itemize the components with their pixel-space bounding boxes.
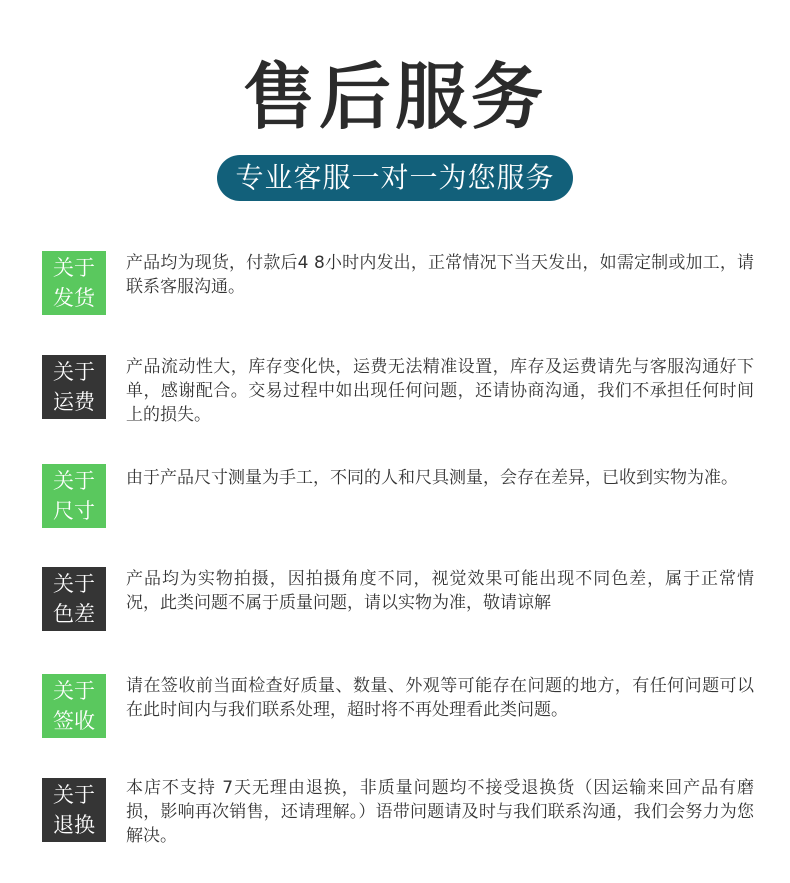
section-text: 由于产品尺寸测量为手工，不同的人和尺具测量，会存在差异，已收到实物为准。 [126, 468, 738, 488]
badge-line1: 关于 [53, 572, 95, 596]
badge-line1: 关于 [53, 360, 95, 384]
badge-line2: 发货 [53, 286, 95, 310]
badge-line1: 关于 [53, 783, 95, 807]
badge-line2: 退换 [53, 813, 95, 837]
subtitle-banner: 专业客服一对一为您服务 [217, 155, 573, 201]
badge-line2: 色差 [53, 602, 95, 626]
badge-shipping [42, 251, 106, 315]
section-text: 请在签收前当面检查好质量、数量、外观等可能存在问题的地方，有任何问题可以在此时间内与我们联系处理，超时将不再处理看此类问题。 [126, 676, 754, 720]
badge-line1: 关于 [53, 679, 95, 703]
badge-line1: 关于 [53, 469, 95, 493]
badge-returns [42, 778, 106, 842]
section-text: 本店不支持 7天无理由退换，非质量问题均不接受退换货（因运输来回产品有磨损，影响再次销售，还请理解。）语带问题请及时与我们联系沟通，我们会努力为您解决。 [126, 778, 754, 846]
badge-receipt [42, 674, 106, 738]
badge-size [42, 464, 106, 528]
badge-line2: 运费 [53, 390, 95, 414]
badge-line1: 关于 [53, 256, 95, 280]
section-text: 产品均为现货，付款后4 8小时内发出，正常情况下当天发出，如需定制或加工，请联系客服沟通。 [126, 253, 754, 297]
section-text: 产品流动性大，库存变化快，运费无法精准设置，库存及运费请先与客服沟通好下单，感谢配合。交易过程中如出现任何问题，还请协商沟通，我们不承担任何时间上的损失。 [126, 357, 754, 425]
badge-freight [42, 355, 106, 419]
badge-line2: 尺寸 [53, 499, 95, 523]
badge-line2: 签收 [53, 709, 95, 733]
section-text: 产品均为实物拍摄，因拍摄角度不同，视觉效果可能出现不同色差，属于正常情况，此类问题不属于质量问题，请以实物为准，敬请谅解 [126, 569, 754, 613]
badge-color-difference [42, 567, 106, 631]
page-title: 售后服务 [242, 55, 547, 139]
